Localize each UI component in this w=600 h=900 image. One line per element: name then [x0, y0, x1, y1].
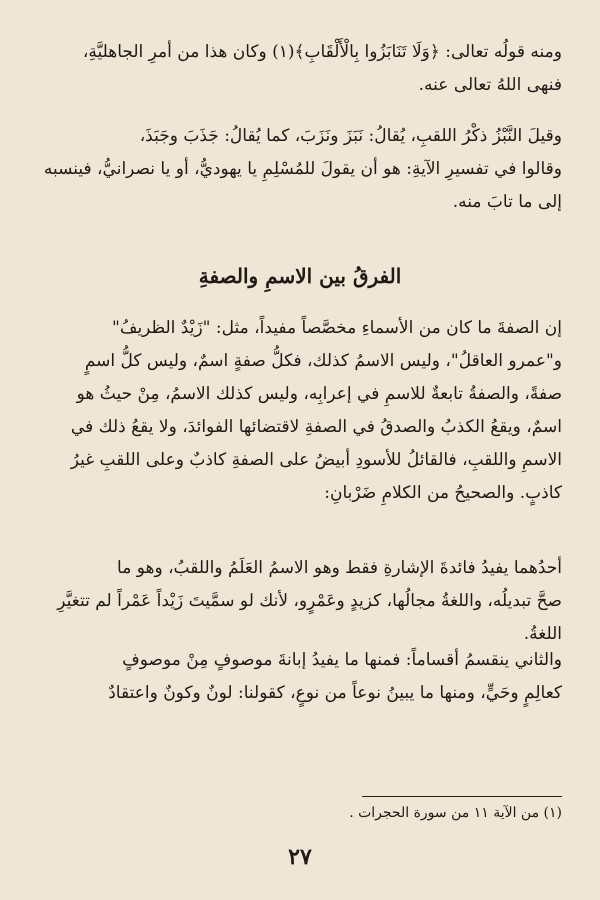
paragraph-line: صفةً، والصفةُ تابعةٌ للاسمِ في إعرابِه، وليس كذلك الاسمُ، مِنْ حيثُ هو — [76, 384, 562, 404]
paragraph-line: كعالِمٍ وحَيٍّ، ومنها ما يبينُ نوعاً من نوعٍ، كقولنا: لونٌ وكونٌ واعتقادٌ — [108, 683, 562, 703]
paragraph-5 — [38, 644, 562, 710]
book-page — [38, 24, 562, 876]
page-number: ٢٧ — [288, 844, 312, 870]
paragraph-line: والثاني ينقسمُ أقساماً: فمنها ما يفيدُ إبانةَ موصوفٍ مِنْ موصوفٍ — [122, 650, 562, 670]
paragraph-line: إلى ما تابَ منه. — [452, 192, 562, 212]
paragraph-2 — [38, 120, 562, 219]
section-heading: الفرقُ بين الاسمِ والصفةِ — [198, 264, 402, 288]
paragraph-3 — [38, 312, 562, 510]
paragraph-4 — [38, 552, 562, 651]
paragraph-line: صحَّ تبديلُه، واللغةُ مجالُها، كزيدٍ وعَمْرٍو، لأنك لو سمَّيتَ زَيْداً عَمْراً لم تتغيَّرِ — [57, 591, 562, 611]
paragraph-line: اسمٌ، ويقعُ الكذبُ والصدقُ في الصفةِ لاقتضائها الفوائدَ، ولا يقعُ ذلك في — [70, 417, 562, 437]
paragraph-line: فنهى اللهُ تعالى عنه. — [418, 75, 562, 95]
paragraph-line: اللغةُ. — [523, 624, 562, 644]
paragraph-line: وقالوا في تفسيرِ الآيةِ: هو أن يقولَ للمُسْلِمِ يا يهوديُّ، أو يا نصرانيُّ، فينسبه — [43, 159, 562, 179]
footnote-divider — [362, 796, 562, 797]
paragraph-1 — [38, 36, 562, 102]
paragraph-line: الاسمِ واللقبِ، فالقائلُ للأسودِ أبيضُ على الصفةِ كاذبٌ وعلى اللقبِ غيرُ — [70, 450, 562, 470]
paragraph-line: إن الصفةَ ما كان من الأسماءِ مخصَّصاً مفيداً، مثل: "زَيْدٌ الظريفُ" — [112, 318, 562, 338]
paragraph-line: و"عمرو العاقلُ"، وليس الاسمُ كذلك، فكلُّ صفةٍ اسمٌ، وليس كلُّ اسمٍ — [84, 351, 562, 371]
paragraph-line: وقيلَ النَّبْزُ ذكْرُ اللقبِ، يُقالُ: نَبَزَ ونَزَبَ، كما يُقالُ: جَذَبَ وجَبَذَ، — [139, 126, 562, 146]
footnote: (١) من الآية ١١ من سورة الحجرات . — [349, 805, 562, 821]
paragraph-line: ومنه قولُه تعالى: ﴿وَلَا تَنَابَزُوا بِالْأَلْقَابِ﴾(١) وكان هذا من أمرِ الجاهليَّةِ، — [82, 42, 562, 62]
paragraph-line: أحدُهما يفيدُ فائدةَ الإشارةِ فقط وهو الاسمُ العَلَمُ واللقبُ، وهو ما — [117, 558, 562, 578]
paragraph-line: كاذبٍ. والصحيحُ من الكلامِ ضَرْبانِ: — [324, 483, 562, 503]
